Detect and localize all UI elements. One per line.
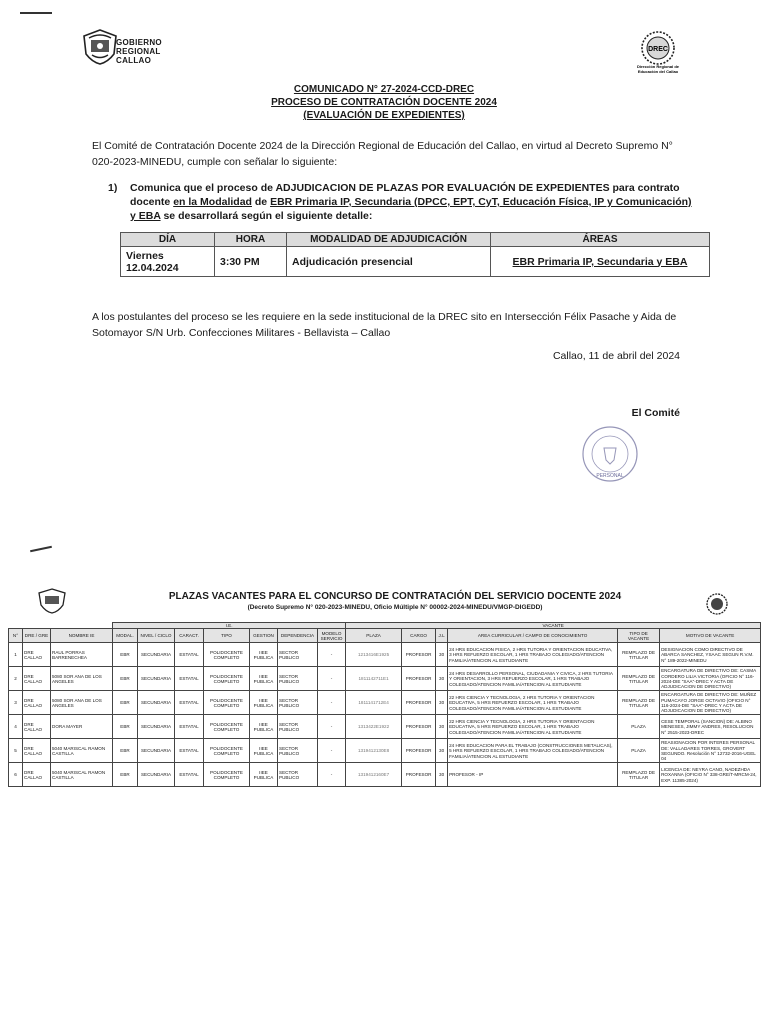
drec-logo-icon [704, 592, 730, 616]
table-cell: EBR [113, 691, 138, 715]
table-cell: DRE CALLAO [23, 667, 51, 691]
table-cell: 1811141712E4 [346, 691, 402, 715]
table-cell: 30 [436, 643, 448, 667]
point-number: 1) [108, 182, 118, 194]
point-1: 1) Comunica que el proceso de ADJUDICACION DE PLAZAS POR EVALUACIÓN DE EXPEDIENTES para contrato docente en la Modalidad de EBR Primaria IP, Secundaria (DPCC, EPT, CyT, Educación Física, IP y Comunicación) y EBA se desarrollará según el siguiente detalle: [108, 182, 692, 222]
table-cell: 30 [436, 763, 448, 787]
table-cell: 30 [436, 715, 448, 739]
table-cell: DRE CALLAO [23, 643, 51, 667]
table-cell: 1213416E1925 [346, 643, 402, 667]
table-cell: - [318, 739, 346, 763]
col-header: CARACT. [175, 629, 204, 643]
table-cell: REMPLAZO DE TITULAR [618, 643, 660, 667]
col-header: NOMBRE IE [51, 629, 113, 643]
title-line-2: PROCESO DE CONTRATACIÓN DOCENTE 2024 [271, 97, 497, 108]
table-cell: EBR [113, 739, 138, 763]
table-cell: POLIDOCENTE COMPLETO [204, 667, 250, 691]
col-header: N° [9, 629, 23, 643]
table-cell: REMPLAZO DE TITULAR [618, 691, 660, 715]
table-cell: 22 HRS CIENCIA Y TECNOLOGIA, 2 HRS TUTORIA Y ORIENTACION EDUCATIVA, 5 HRS REFUERZO ESCOLAR, 1 HRS TRABAJO COLEGIADO/ATENCION FAMILIA/ATENCION AL ESTUDIANTE [448, 691, 618, 715]
table-cell: IIEE PUBLICA [250, 667, 278, 691]
table-cell: POLIDOCENTE COMPLETO [204, 739, 250, 763]
col-header: PLAZA [346, 629, 402, 643]
table-cell: DORA MAYER [51, 715, 113, 739]
table-cell: PROFESOR [402, 691, 436, 715]
table-cell: PROFESOR [402, 667, 436, 691]
col-header: MODELO SERVICIO [318, 629, 346, 643]
table-cell: 24 HRS DESARROLLO PERSONAL, CIUDADANIA Y CIVICA, 2 HRS TUTORIA Y ORIENTACION, 3 HRS REFUERZO ESCOLAR, 1 HRS TRABAJO COLEGIADO/ATENCION FAMILIA/ATENCION AL ESTUDIANTE [448, 667, 618, 691]
col-header: GESTION [250, 629, 278, 643]
table-cell: SECUNDARIA [138, 715, 175, 739]
table-cell: ENCARGATURA DE DIRECTIVO DE: MUÑEZ PUMACAYO JORGE OCTAVIO (OFICIO N° 116-2024-DIE "SAA"-DREC Y ACTA DE ADJUDICACION DE DIRECTIVO) [660, 691, 761, 715]
group-header-ie: I.E. [113, 623, 346, 629]
drec-logo-icon [632, 30, 684, 74]
table-cell: - [318, 643, 346, 667]
col-header: MOTIVO DE VACANTE [660, 629, 761, 643]
col-header: MODAL. [113, 629, 138, 643]
table-cell: PROFESOR - IP [448, 763, 618, 787]
table-row [9, 715, 761, 739]
notice-paragraph: A los postulantes del proceso se les requiere en la sede institucional de la DREC sito en Intersección Félix Pasache y Aida de Sotomayor S/N Urb. Confecciones Militares - Bellavista – Callao [92, 311, 677, 339]
table-cell: IIEE PUBLICA [250, 643, 278, 667]
schedule-table [120, 232, 710, 277]
col-header: NIVEL / CICLO [138, 629, 175, 643]
table-cell: DRE CALLAO [23, 715, 51, 739]
regional-government-shield-icon [36, 588, 68, 614]
table-cell: - [318, 691, 346, 715]
date-line: Callao, 11 de abril del 2024 [552, 350, 680, 362]
signer: El Comité [631, 407, 680, 419]
table-row [121, 247, 710, 277]
table-cell: 1319412160E7 [346, 763, 402, 787]
table-cell: DRE CALLAO [23, 763, 51, 787]
schedule-time: 3:30 PM [215, 247, 287, 277]
table-cell: SECUNDARIA [138, 667, 175, 691]
title-line-3: (EVALUACIÓN DE EXPEDIENTES) [303, 110, 465, 121]
table-cell: IIEE PUBLICA [250, 739, 278, 763]
header-day: DÍA [121, 233, 215, 247]
table-cell: 30 [436, 691, 448, 715]
table-cell: PROFESOR [402, 763, 436, 787]
table-cell: IIEE PUBLICA [250, 691, 278, 715]
table-cell: DESIGNACION COMO DIRECTIVO DE ABARCA SANCHEZ, YSAAC SEGUN R.V.M. N° 189-2022-MINEDU [660, 643, 761, 667]
table-cell: ESTATAL [175, 739, 204, 763]
table-cell: REMPLAZO DE TITULAR [618, 763, 660, 787]
table-cell: SECTOR PUBLICO [278, 667, 318, 691]
table-cell: ESTATAL [175, 643, 204, 667]
table-cell: 6 [9, 763, 23, 787]
table-cell: SECUNDARIA [138, 739, 175, 763]
table-cell: 30 [436, 739, 448, 763]
title-line-1: COMUNICADO N° 27-2024-CCD-DREC [293, 84, 475, 95]
table-cell: POLIDOCENTE COMPLETO [204, 643, 250, 667]
regional-government-shield-icon [80, 28, 120, 66]
table-cell: REMPLAZO DE TITULAR [618, 667, 660, 691]
table-cell: PROFESOR [402, 643, 436, 667]
scan-mark [30, 546, 52, 553]
table-cell: CESE TEMPORAL (SANCION) DE: ALBINO MENESES, JIMMY ANDRES, RESOLUCION N° 2515-2023-DREC [660, 715, 761, 739]
table-row [9, 667, 761, 691]
table-cell: REASIGNACION POR INTERES PERSONAL DE: VALLADARES TORRES, GROVERT SEGUNDO. Resolución N° 12732-2016-UGEL 04 [660, 739, 761, 763]
table-cell: 24 HRS EDUCACION FISICA, 2 HRS TUTORIA Y ORIENTACION EDUCATIVA, 3 HRS REFUERZO ESCOLAR, 1 HRS TRABAJO COLEGIADO/ATENCION FAMILIA/ATENCION AL ESTUDIANTE [448, 643, 618, 667]
table-cell: 30 [436, 667, 448, 691]
table-cell: SECUNDARIA [138, 691, 175, 715]
table-cell: LICENCIA DE: NEYRA CANO, NADEZHDA ROXANNA (OFICIO N° 338-GRE/T-MRCM-24, EXP. 11385-2024) [660, 763, 761, 787]
col-header: TIPO DE VACANTE [618, 629, 660, 643]
table-cell: 5040 MARISCAL RAMON CASTILLA [51, 739, 113, 763]
table-cell: 3 [9, 691, 23, 715]
table-cell: PLAZA [618, 739, 660, 763]
table-row [9, 739, 761, 763]
table-cell: ESTATAL [175, 715, 204, 739]
table-cell: 5080 SOR ANA DE LOS ANGELES [51, 667, 113, 691]
table-cell: ENCARGATURA DE DIRECTIVO DE: CASMA CORDERO LILIA VICTORIA (OFICIO N° 116-2024-DIE "SAA"-DREC Y ACTA DE ADJUDICACION DE DIRECTIVO) [660, 667, 761, 691]
vacancies-table [8, 622, 761, 787]
table-cell: - [318, 667, 346, 691]
communique-title [0, 83, 768, 122]
table-row [9, 763, 761, 787]
table-cell: 5040 MARISCAL RAMON CASTILLA [51, 763, 113, 787]
table-cell: EBR [113, 715, 138, 739]
table-cell: POLIDOCENTE COMPLETO [204, 691, 250, 715]
table-cell: POLIDOCENTE COMPLETO [204, 763, 250, 787]
intro-paragraph: El Comité de Contratación Docente 2024 de la Dirección Regional de Educación del Callao, en virtud al Decreto Supremo N° 020-2023-MINEDU, cumple con señalar lo siguiente: [92, 140, 673, 168]
table-cell: PLAZA [618, 715, 660, 739]
table-cell: 22 HRS CIENCIA Y TECNOLOGIA, 2 HRS TUTORIA Y ORIENTACION EDUCATIVA, 5 HRS REFUERZO ESCOLAR, 1 HRS TRABAJO COLEGIADO/ATENCION FAMILIA/ATENCION AL ESTUDIANTE [448, 715, 618, 739]
table-row [9, 643, 761, 667]
table-cell: 1 [9, 643, 23, 667]
table-cell: PROFESOR [402, 739, 436, 763]
table-cell: SECTOR PUBLICO [278, 739, 318, 763]
table-cell: 1811142711E1 [346, 667, 402, 691]
col-header: AREA CURRICULAR / CAMPO DE CONOCIMIENTO [448, 629, 618, 643]
header-time: HORA [215, 233, 287, 247]
table-cell: EBR [113, 667, 138, 691]
table-row [9, 691, 761, 715]
header-areas: ÁREAS [491, 233, 710, 247]
table-cell: ESTATAL [175, 691, 204, 715]
table-cell: - [318, 715, 346, 739]
table-cell: SECUNDARIA [138, 763, 175, 787]
table-cell: 1313422E1922 [346, 715, 402, 739]
table-cell: 24 HRS EDUCACION PARA EL TRABAJO (CONSTRUCCIONES METALICAS), 5 HRS REFUERZO ESCOLAR, 1 HRS TRABAJO COLEGIADO/ATENCION FAMILIA/ATENCION AL ESTUDIANTE [448, 739, 618, 763]
header-modality: MODALIDAD DE ADJUDICACIÓN [287, 233, 491, 247]
col-header: DRE / GRE [23, 629, 51, 643]
svg-text:DREC: DREC [648, 46, 668, 53]
table-cell: IIEE PUBLICA [250, 763, 278, 787]
table-cell: EBR [113, 763, 138, 787]
schedule-day: Viernes 12.04.2024 [121, 247, 215, 277]
vacancies-title: PLAZAS VACANTES PARA EL CONCURSO DE CONTRATACIÓN DEL SERVICIO DOCENTE 2024 [168, 591, 622, 602]
col-header: DEPENDENCIA [278, 629, 318, 643]
table-cell: IIEE PUBLICA [250, 715, 278, 739]
group-header-vacante: VACANTE [346, 623, 761, 629]
svg-text:Educación del Callao: Educación del Callao [637, 69, 679, 74]
svg-text:Dirección Regional de: Dirección Regional de [636, 64, 680, 69]
table-cell: 5 [9, 739, 23, 763]
table-cell: ESTATAL [175, 763, 204, 787]
table-cell: POLIDOCENTE COMPLETO [204, 715, 250, 739]
col-header: TIPO [204, 629, 250, 643]
table-cell: EBR [113, 643, 138, 667]
table-cell: ESTATAL [175, 667, 204, 691]
table-cell: - [318, 763, 346, 787]
scan-mark [20, 12, 52, 14]
svg-text:PERSONAL: PERSONAL [596, 473, 624, 479]
table-cell: 4 [9, 715, 23, 739]
table-cell: DRE CALLAO [23, 691, 51, 715]
table-cell: SECTOR PUBLICO [278, 691, 318, 715]
col-header: CARGO [402, 629, 436, 643]
table-cell: RAUL PORRAS BARRENECHEA [51, 643, 113, 667]
table-cell: 5080 SOR ANA DE LOS ANGELES [51, 691, 113, 715]
table-cell: SECTOR PUBLICO [278, 643, 318, 667]
table-cell: DRE CALLAO [23, 739, 51, 763]
schedule-areas: EBR Primaria IP, Secundaria y EBA [491, 247, 710, 277]
regional-government-logo-text: GOBIERNO REGIONAL CALLAO [116, 38, 162, 65]
table-cell: SECTOR PUBLICO [278, 715, 318, 739]
col-header: J.L [436, 629, 448, 643]
table-cell: SECTOR PUBLICO [278, 763, 318, 787]
table-cell: PROFESOR [402, 715, 436, 739]
vacancies-subtitle: (Decreto Supremo N° 020-2023-MINEDU, Oficio Múltiple N° 00002-2024-MINEDU/VMGP-DIGEDD) [247, 604, 543, 611]
table-cell: SECUNDARIA [138, 643, 175, 667]
schedule-modality: Adjudicación presencial [287, 247, 491, 277]
table-cell: 2 [9, 667, 23, 691]
table-cell: 1319412130E8 [346, 739, 402, 763]
committee-seal-stamp [578, 424, 642, 484]
